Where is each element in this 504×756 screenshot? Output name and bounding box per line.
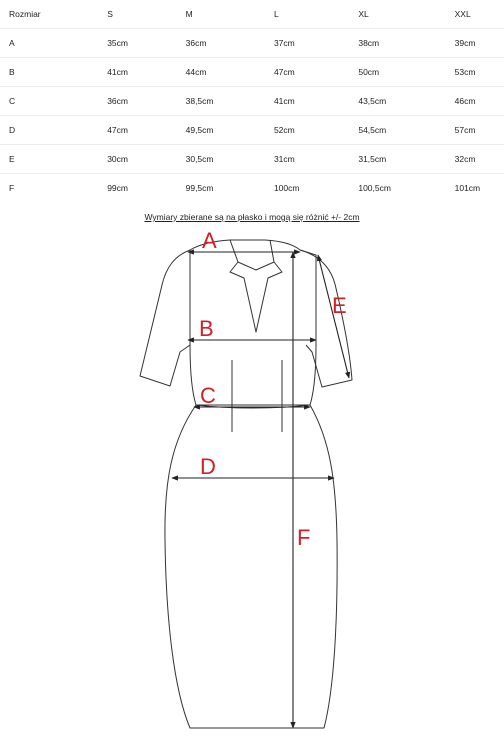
collar-lapels: [230, 240, 282, 332]
table-row: [0, 58, 504, 87]
table-row: [0, 29, 504, 58]
table-cell: 53cm: [455, 58, 504, 87]
table-row: [0, 145, 504, 174]
table-cell: 43,5cm: [358, 87, 454, 116]
table-cell: 100,5cm: [358, 183, 391, 193]
table-cell: 31,5cm: [358, 145, 454, 174]
table-cell: 32cm: [455, 145, 504, 174]
header-cell: Rozmiar: [0, 0, 107, 29]
table-cell: 47cm: [274, 58, 358, 87]
table-cell: D: [0, 116, 107, 145]
table-cell: 99,5cm: [185, 183, 214, 193]
label-f: F: [297, 525, 311, 550]
header-cell: L: [274, 0, 358, 29]
table-cell: 41cm: [107, 58, 185, 87]
table-cell: 101cm: [454, 183, 481, 193]
header-cell: XL: [358, 0, 454, 29]
table-cell: 30,5cm: [186, 145, 274, 174]
header-cell: S: [107, 0, 185, 29]
dress-diagram: [0, 226, 504, 756]
table-cell: 39cm: [455, 29, 504, 58]
table-cell: A: [0, 29, 107, 58]
measurement-note: Wymiary zbierane są na płasko i mogą się różnić +/- 2cm: [144, 212, 360, 222]
table-cell: 100cm: [273, 183, 300, 193]
table-cell: 99cm: [107, 183, 128, 193]
table-cell: 46cm: [455, 87, 504, 116]
table-cell: 38,5cm: [186, 87, 274, 116]
collar-inner: [238, 262, 274, 270]
table-header-row: [0, 0, 504, 29]
table-cell: 35cm: [107, 29, 185, 58]
table-cell: 50cm: [358, 58, 454, 87]
label-d: D: [200, 454, 216, 479]
table-cell: C: [0, 87, 107, 116]
table-cell: 44cm: [186, 58, 274, 87]
table-cell: 49,5cm: [186, 116, 274, 145]
table-cell: B: [0, 58, 107, 87]
table-cell: 52cm: [274, 116, 358, 145]
header-cell: XXL: [455, 0, 504, 29]
table-cell: 54,5cm: [358, 116, 454, 145]
left-sleeve: [140, 250, 190, 386]
table-cell: 36cm: [186, 29, 274, 58]
label-e: E: [332, 293, 347, 318]
skirt-outline: [165, 405, 337, 728]
table-cell: 57cm: [455, 116, 504, 145]
table-cell: 31cm: [274, 145, 358, 174]
table-cell: 38cm: [358, 29, 454, 58]
table-cell: 37cm: [274, 29, 358, 58]
table-cell: 47cm: [107, 116, 185, 145]
label-c: C: [200, 383, 216, 408]
table-cell: 36cm: [107, 87, 185, 116]
right-sleeve: [300, 250, 352, 387]
label-b: B: [199, 316, 214, 341]
header-cell: M: [186, 0, 274, 29]
table-cell: F: [9, 183, 15, 193]
table-cell: 41cm: [274, 87, 358, 116]
table-row: [0, 174, 504, 203]
table-cell: E: [0, 145, 107, 174]
table-row: [0, 87, 504, 116]
size-table: [0, 0, 504, 202]
table-cell: 30cm: [107, 145, 185, 174]
label-a: A: [202, 228, 217, 253]
table-row: [0, 116, 504, 145]
